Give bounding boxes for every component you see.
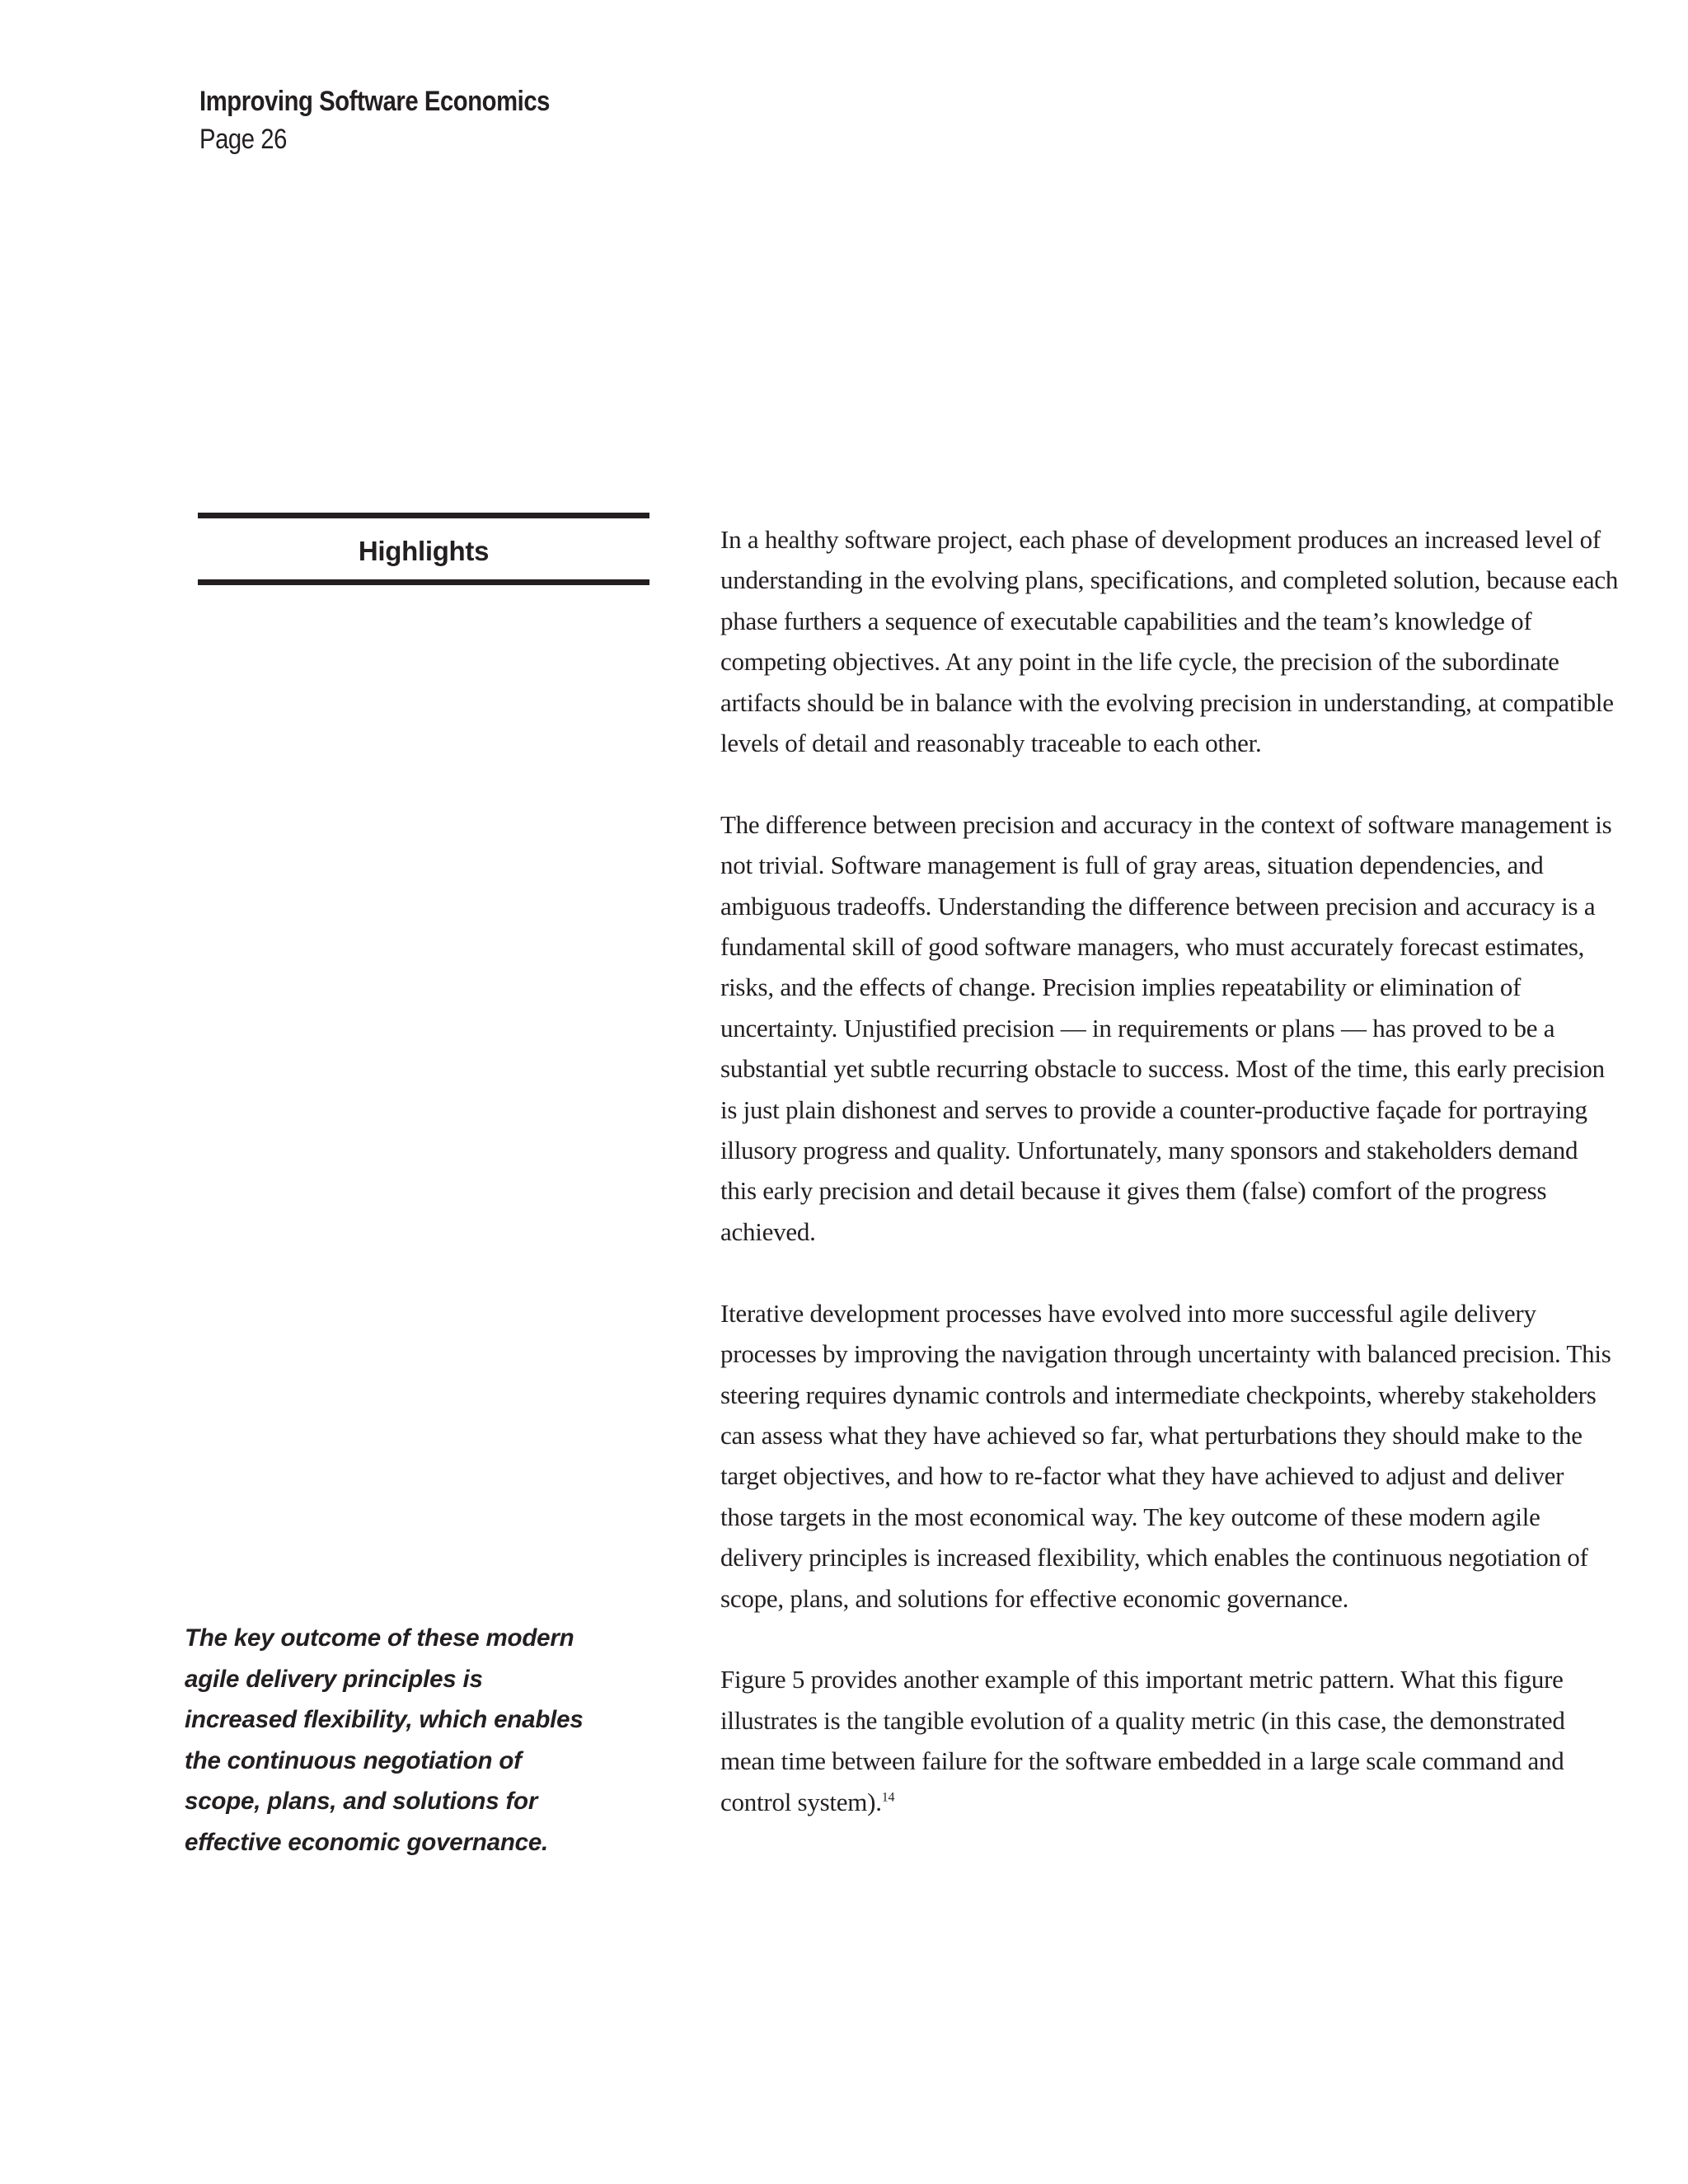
body-text-column xyxy=(720,519,1619,1863)
highlights-box xyxy=(198,513,649,585)
body-paragraph-2: The difference between precision and accuracy in the context of software management is not trivial. Software management is full of gray areas, situation dependencies, and ambiguous tradeoffs. Understanding the difference between precision and accuracy is a fundamental skill of good software managers, who must accurately forecast estimates, risks, and the effects of change. Precision implies repeatability or elimination of uncertainty. Unjustified precision — in requirements or plans — has proved to be a substantial yet subtle recurring obstacle to success. Most of the time, this early precision is just plain dishonest and serves to provide a counter-productive façade for portraying illusory progress and quality. Unfortunately, many sponsors and stakeholders demand this early precision and detail because it gives them (false) comfort of the progress achieved. xyxy=(720,809,1612,1246)
body-paragraph-4-text: Figure 5 provides another example of this important metric pattern. What this figure illustrates is the tangible evolution of a quality metric (in this case, the demonstrated mean time between failure for the software embedded in a large scale command and control system). xyxy=(720,1665,1565,1816)
document-title: Improving Software Economics xyxy=(199,86,551,117)
body-paragraph-4 xyxy=(720,1659,1619,1822)
page-number: Page 26 xyxy=(199,124,287,155)
highlights-heading: Highlights xyxy=(358,536,490,566)
page-header xyxy=(199,82,607,158)
body-paragraph-3: Iterative development processes have evolved into more successful agile delivery processes by improving the navigation through uncertainty with balanced precision. This steering requires dynamic controls and intermediate checkpoints, whereby stakeholders can assess what they have achieved so far, what perturbations they should make to the target objectives, and how to re-factor what they have achieved to adjust and deliver those targets in the most economical way. The key outcome of these modern agile delivery principles is increased flexibility, which enables the continuous negotiation of scope, plans, and solutions for effective economic governance. xyxy=(720,1298,1611,1613)
footnote-reference: 14 xyxy=(881,1790,895,1805)
highlight-pullquote: The key outcome of these modern agile delivery principles is increased flexibility, which enables the continuous negotiation of scope, plans, and solutions for effective economic governance. xyxy=(185,1624,584,1856)
body-paragraph-1: In a healthy software project, each phase of development produces an increased level of understanding in the evolving plans, specifications, and completed solution, because each phase furthers a sequence of executable capabilities and the team’s knowledge of competing objectives. At any point in the life cycle, the precision of the subordinate artifacts should be in balance with the evolving precision in understanding, at compatible levels of detail and reasonably traceable to each other. xyxy=(720,525,1619,758)
